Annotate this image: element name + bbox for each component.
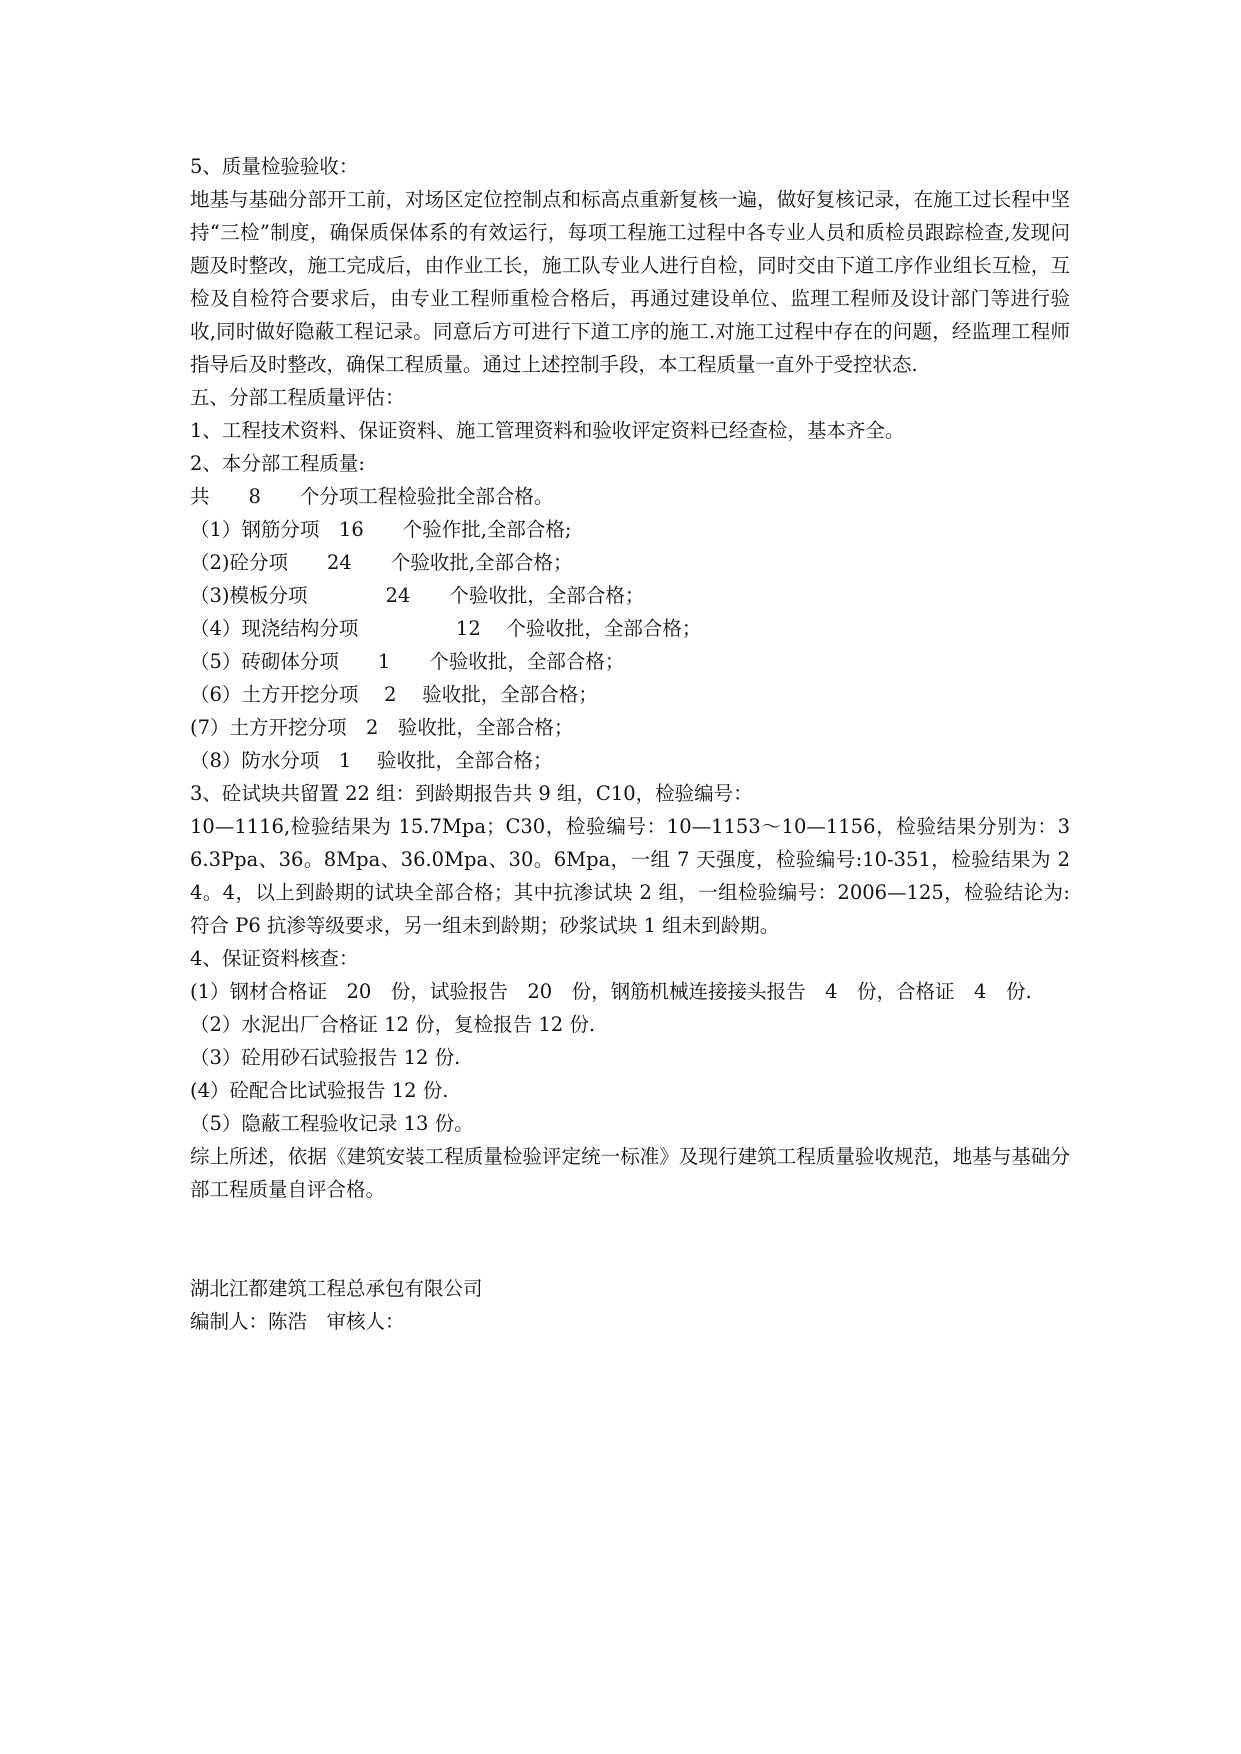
- company-name: 湖北江都建筑工程总承包有限公司: [190, 1277, 483, 1300]
- signature-line: 编制人：陈浩 审核人：: [190, 1310, 405, 1333]
- check-item-mix-ratio: (4）砼配合比试验报告 12 份.: [190, 1079, 449, 1102]
- document-body: [190, 150, 1070, 1338]
- paragraph-test-results: 10—1116,检验结果为 15.7Mpa；C30，检验编号：10—1153～10—1156，检验结果分别为：36.3Ppa、36。8Mpa、36.0Mpa、30。6Mpa，一组 7 天强度，检验编号:10-351，检验结果为 24。4，以上到龄期的试块全部合格；其中抗渗试块 2 组，一组检验编号：2006—125，检验结论为:符合 P6 抗渗等级要求，另一组未到龄期；砂浆试块 1 组未到龄期。: [190, 815, 1070, 937]
- section-heading-quality-inspection: 5、质量检验验收：: [190, 155, 359, 178]
- check-item-steel: (1）钢材合格证 20 份，试验报告 20 份，钢筋机械连接接头报告 4 份，合格证 4 份.: [190, 980, 1032, 1003]
- spacer: [190, 1206, 1070, 1272]
- paragraph-quality-control: 地基与基础分部开工前，对场区定位控制点和标高点重新复核一遍，做好复核记录，在施工过长程中坚持“三检”制度，确保质保体系的有效运行，每项工程施工过程中各专业人员和质检员跟踪检查,发现问题及时整改，施工完成后，由作业工长，施工队专业人进行自检，同时交由下道工序作业组长互检，互检及自检符合要求后，由专业工程师重检合格后，再通过建设单位、监理工程师及设计部门等进行验收,同时做好隐蔽工程记录。同意后方可进行下道工序的施工.对施工过程中存在的问题，经监理工程师指导后及时整改，确保工程质量。通过上述控制手段，本工程质量一直外于受控状态.: [190, 188, 1070, 376]
- sub-item-rebar: （1）钢筋分项 16 个验作批,全部合格;: [190, 518, 572, 541]
- sub-item-cast-in-place: （4）现浇结构分项 12 个验收批，全部合格；: [190, 617, 702, 640]
- sub-item-excavation-7: (7）土方开挖分项 2 验收批，全部合格；: [190, 716, 574, 739]
- check-item-concealed-work: （5）隐蔽工程验收记录 13 份。: [190, 1112, 474, 1135]
- assessment-item-3-title: 3、砼试块共留置 22 组：到龄期报告共 9 组，C10，检验编号：: [190, 782, 753, 805]
- assessment-item-1: 1、工程技术资料、保证资料、施工管理资料和验收评定资料已经查检，基本齐全。: [190, 419, 905, 442]
- paragraph-conclusion: 综上所述，依据《建筑安装工程质量检验评定统一标准》及现行建筑工程质量验收规范，地基与基础分部工程质量自评合格。: [190, 1145, 1070, 1201]
- sub-item-concrete: （2)砼分项 24 个验收批,全部合格；: [190, 551, 573, 574]
- sub-item-waterproofing: （8）防水分项 1 验收批，全部合格；: [190, 749, 553, 772]
- sub-item-formwork: （3)模板分项 24 个验收批，全部合格；: [190, 584, 645, 607]
- check-item-cement: （2）水泥出厂合格证 12 份，复检报告 12 份.: [190, 1013, 596, 1036]
- check-item-aggregate: （3）砼用砂石试验报告 12 份.: [190, 1046, 461, 1069]
- total-batches-line: 共 8 个分项工程检验批全部合格。: [190, 485, 554, 508]
- sub-item-masonry: （5）砖砌体分项 1 个验收批，全部合格；: [190, 650, 625, 673]
- section-heading-assessment: 五、分部工程质量评估：: [190, 386, 405, 409]
- assessment-item-4-title: 4、保证资料核查：: [190, 947, 359, 970]
- assessment-item-2: 2、本分部工程质量:: [190, 452, 365, 475]
- sub-item-excavation-6: （6）土方开挖分项 2 验收批，全部合格；: [190, 683, 598, 706]
